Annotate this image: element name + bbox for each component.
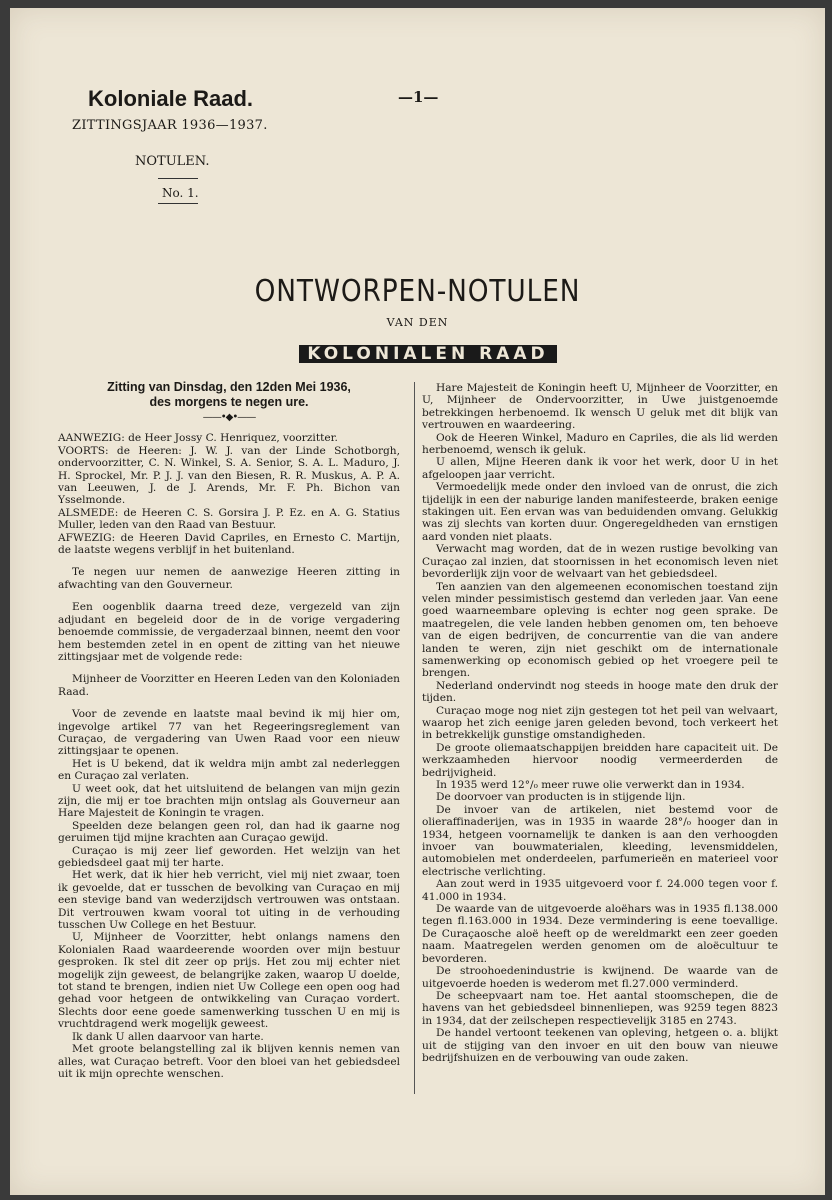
left-column: [58, 380, 400, 1080]
masthead-council: KOLONIALEN RAAD: [307, 344, 549, 364]
paragraph: Ik dank U allen daarvoor van harte.: [72, 1030, 264, 1043]
right-column: [422, 382, 778, 1064]
page-number: —1—: [398, 88, 439, 106]
paragraph: Ook de Heeren Winkel, Maduro en Capriles, die als lid werden herbenoemd, wensch ik geluk.: [422, 431, 778, 457]
session-heading-time: des morgens te negen ure.: [149, 395, 309, 409]
session-heading: Zitting van Dinsdag, den 12den Mei 1936,: [107, 380, 351, 394]
paragraph: In 1935 werd 12°/₀ meer ruwe olie verwerkt dan in 1934.: [436, 779, 745, 791]
paragraph: U allen, Mijne Heeren dank ik voor het werk, door U in het afgeloopen jaar verricht.: [422, 456, 778, 481]
paragraph: De groote oliemaatschappijen breidden hare capaciteit uit. De werkzaamheden hiervoor noodig vermeerderden de bedrijvigheid.: [422, 741, 778, 779]
paragraph: ALSMEDE: de Heeren C. S. Gorsira J. P. Ez. en A. G. Statius Muller, leden van den Raad van Bestuur.: [58, 506, 400, 532]
column-divider: [414, 382, 415, 1094]
divider-rule: [158, 178, 198, 179]
paragraph: De invoer van de artikelen, niet bestemd voor de olieraffinaderijen, was in 1935 in waarde 28°/₀ hooger dan in 1934, hetgeen voornamelijk te danken is aan den verhoogden invoer van bouwmaterialen, kleeding, levensmiddelen, automobielen met onderdeelen, parfumerieën en materieel voor electrische verlichting.: [422, 803, 778, 878]
paragraph: Speelden deze belangen geen rol, dan had ik gaarne nog geruimen tijd mijne krachten aan Curaçao gewijd.: [58, 819, 400, 845]
council-title: Koloniale Raad.: [88, 86, 254, 111]
paragraph: Het is U bekend, dat ik weldra mijn ambt zal nederleggen en Curaçao zal verlaten.: [58, 757, 400, 783]
paragraph: Curaçao moge nog niet zijn gestegen tot het peil van welvaart, waarop het zich eenige jaren geleden bevond, toch verkeert het in betrekkelijk gunstige omstandigheden.: [422, 704, 778, 742]
paragraph: VOORTS: de Heeren: J. W. J. van der Linde Schotborgh, ondervoorzitter, C. N. Winkel, S. A. Senior, S. A. L. Maduro, J. H. Sprockel, Mr. P. J. J. van den Biesen, R. R. Muskus, A. P. A. van Leeuwen, J. de J. Arends, Mr. F. Ph. Bichon van Ysselmonde.: [58, 444, 400, 507]
paragraph: Hare Majesteit de Koningin heeft U, Mijnheer de Voorzitter, en U, Mijnheer de Ondervoorzitter, in Uwe juistgenoemde betrekkingen herbenoemd. Ik wensch U geluk met dit blijk van vertrouwen en waardeering.: [422, 382, 778, 432]
paragraph: De scheepvaart nam toe. Het aantal stoomschepen, die de havens van het gebiedsdeel binnenliepen, was 9259 tegen 8823 in 1934, dat der zeilschepen respectievelijk 3185 en 2743.: [422, 989, 778, 1027]
paragraph: Mijnheer de Voorzitter en Heeren Leden van den Koloniaden Raad.: [58, 673, 400, 698]
paragraph: Ten aanzien van den algemeenen economischen toestand zijn velen minder pessimistisch gestemd dan verleden jaar. Van eene goed waarneembare opleving is echter nog geen sprake. De maatregelen, die vele landen hebben genomen om, ten behoeve van de eigen bedrijven, de concurrentie van die van andere landen te weren, zijn niet geschikt om de internationale samenwerking op economisch gebied op het vroegere peil te brengen.: [422, 580, 778, 680]
session-year: ZITTINGSJAAR 1936—1937.: [72, 118, 268, 133]
paragraph: Vermoedelijk mede onder den invloed van de onrust, die zich tijdelijk in een der naburige landen manifesteerde, braken eenige stakingen uit. Een ervan was van beduidenden omvang. Gelukkig was zij slechts van korten duur. Ongeregeldheden van ernstigen aard vonden niet plaats.: [422, 481, 778, 543]
paragraph: Nederland ondervindt nog steeds in hooge mate den druk der tijden.: [422, 679, 778, 705]
paragraph: Het werk, dat ik hier heb verricht, viel mij niet zwaar, toen ik gevoelde, dat er tusschen de bevolking van Curaçao en mij een stevige band van wederzijdsch vertrouwen was ontstaan. Dit vertrouwen kwam vooral tot uiting in de verhouding tusschen Uw College en het Bestuur.: [58, 869, 400, 932]
masthead-title: ONTWORPEN-NOTULEN: [254, 274, 581, 309]
document-number: No. 1.: [162, 186, 199, 200]
paragraph: U weet ook, dat het uitsluitend de belangen van mijn gezin zijn, die mij er toe brachten mijn ontslag als Gouverneur aan Hare Majesteit de Koningin te vragen.: [58, 782, 400, 820]
paragraph: Te negen uur nemen de aanwezige Heeren zitting in afwachting van den Gouverneur.: [58, 566, 400, 591]
paragraph: Een oogenblik daarna treed deze, vergezeld van zijn adjudant en begeleid door de in de vorige vergadering benoemde commissie, de vergaderzaal binnen, neemt den voor hem bestemden zetel in en opent de zitting van het nieuwe zittingsjaar met de volgende rede:: [58, 601, 400, 663]
paragraph: Voor de zevende en laatste maal bevind ik mij hier om, ingevolge artikel 77 van het Regeeringsreglement van Curaçao, de vergadering van Uwen Raad voor een nieuw zittingsjaar te openen.: [58, 708, 400, 758]
paragraph: Aan zout werd in 1935 uitgevoerd voor f. 24.000 tegen voor f. 41.000 in 1934.: [422, 878, 778, 903]
paragraph: De waarde van de uitgevoerde aloëhars was in 1935 fl.138.000 tegen fl.163.000 in 1934. Deze vermindering is eene toevallige. De Curaçaosche aloë heeft op de wereldmarkt een zeer goeden naam. Maatregelen werden genomen om de aloëcultuur te bevorderen.: [422, 903, 778, 965]
paragraph: AANWEZIG: de Heer Jossy C. Henriquez, voorzitter.: [58, 432, 338, 445]
paragraph: De handel vertoont teekenen van opleving, hetgeen o. a. blijkt uit de stijging van den invoer en uit den bouw van nieuwe bedrijfshuizen en de verbouwing van oude zaken.: [422, 1027, 778, 1064]
paragraph: U, Mijnheer de Voorzitter, hebt onlangs namens den Kolonialen Raad waardeerende woorden over mijn bestuur gesproken. Ik stel dit zeer op prijs. Het zou mij echter niet mogelijk zijn geweest, de belangrijke zaken, waarop U doelde, tot stand te brengen, indien niet Uw College een open oog had gehad voor hetgeen de ontwikkeling van Curaçao vordert. Slechts door eene goede samenwerking tusschen U en mij is vruchtdragend werk mogelijk geweest.: [58, 931, 400, 1031]
document-page: [10, 8, 825, 1195]
masthead-van-den: VAN DEN: [386, 316, 449, 329]
paragraph: De doorvoer van producten is in stijgende lijn.: [436, 791, 686, 804]
paragraph: De stroohoedenindustrie is kwijnend. De waarde van de uitgevoerde hoeden is wederom met fl.27.000 verminderd.: [422, 965, 778, 990]
divider-rule: [158, 203, 198, 204]
paragraph: Curaçao is mij zeer lief geworden. Het welzijn van het gebiedsdeel gaat mij ter harte.: [58, 844, 400, 869]
masthead-council-banner: [200, 344, 656, 362]
ornament-divider: ——•◆•——: [202, 412, 256, 423]
paragraph: AFWEZIG: de Heeren David Capriles, en Ernesto C. Martijn, de laatste wegens verblijf in het buitenland.: [58, 531, 400, 557]
section-label: NOTULEN.: [135, 154, 210, 169]
paragraph: Verwacht mag worden, dat de in wezen rustige bevolking van Curaçao zal inzien, dat stoornissen in het economisch leven niet bevorderlijk zijn voor de welvaart van het gebiedsdeel.: [422, 543, 778, 581]
paragraph: Met groote belangstelling zal ik blijven kennis nemen van alles, wat Curaçao betreft. Voor den bloei van het gebiedsdeel uit ik mijn oprechte wenschen.: [58, 1043, 400, 1080]
